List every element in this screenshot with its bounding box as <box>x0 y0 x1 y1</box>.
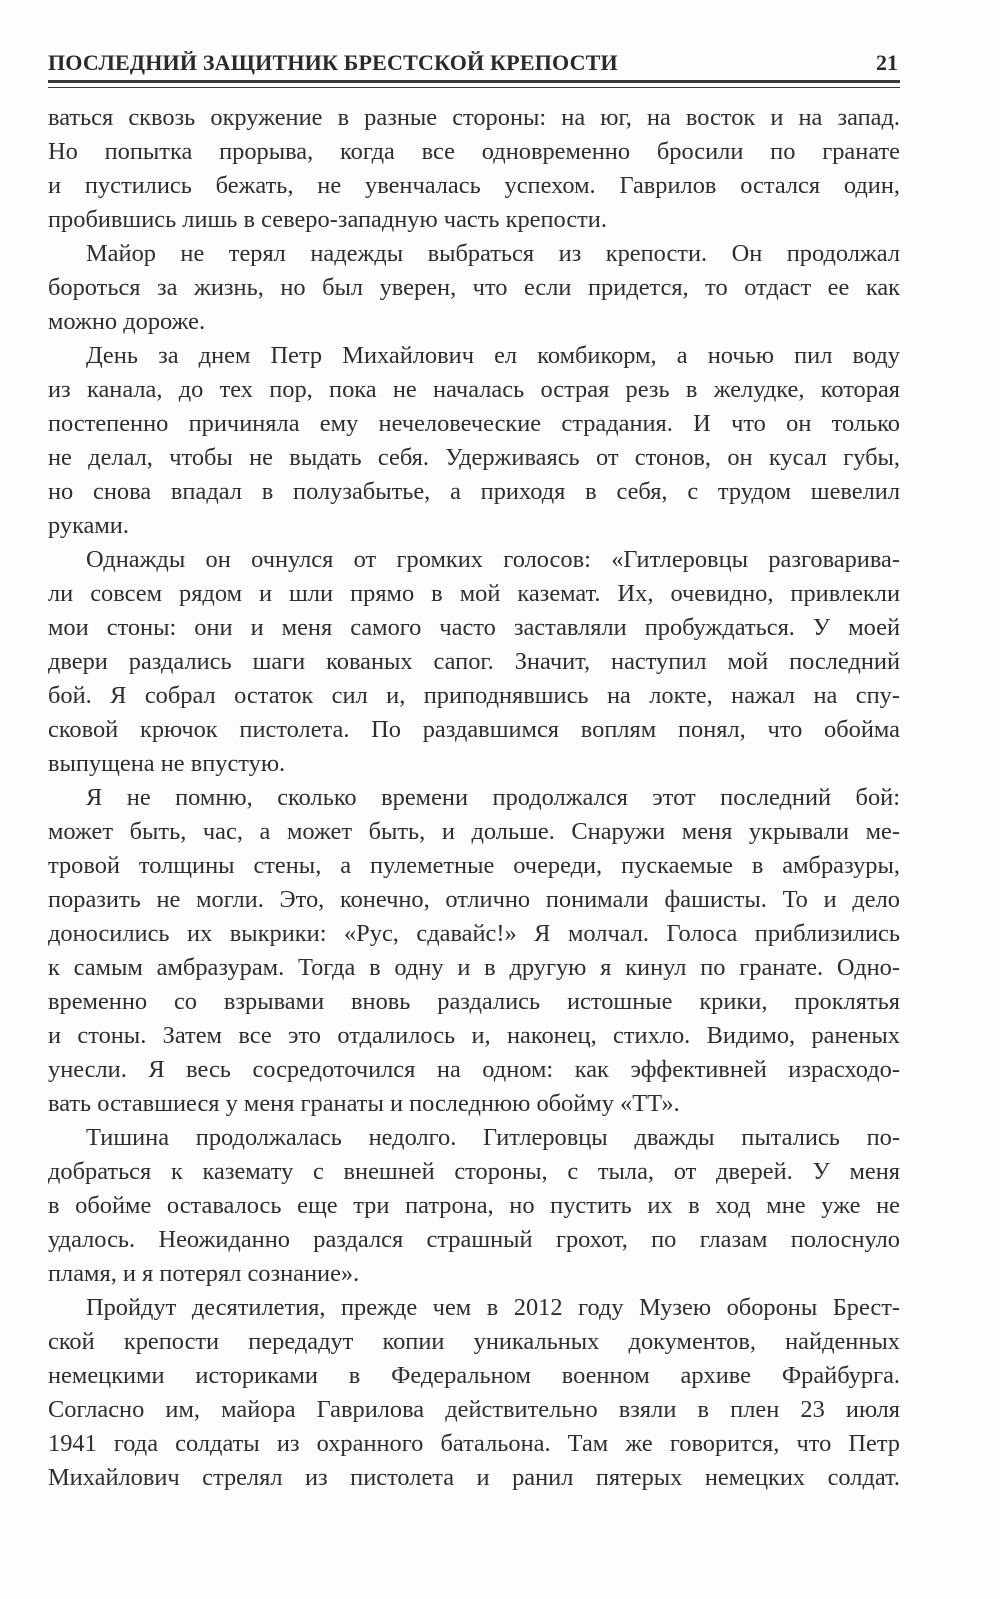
text-line: не делал, чтобы не выдать себя. Удерживаясь от стонов, он кусал губы, <box>48 444 900 471</box>
paragraph-4 <box>48 543 900 781</box>
text-line: вать оставшиеся у меня гранаты и последнюю обойму «ТТ». <box>48 1090 680 1117</box>
text-line: руками. <box>48 512 129 539</box>
paragraph-6 <box>48 1121 900 1291</box>
text-line: ваться сквозь окружение в разные стороны: на юг, на восток и на запад. <box>48 104 900 131</box>
text-line: в обойме оставалось еще три патрона, но пустить их в ход мне уже не <box>48 1192 900 1219</box>
page-number: 21 <box>876 50 898 75</box>
text-line: пробившись лишь в северо-западную часть крепости. <box>48 206 607 233</box>
text-line: двери раздались шаги кованых сапог. Значит, наступил мой последний <box>48 648 900 675</box>
text-line: сковой крючок пистолета. По раздавшимся воплям понял, что обойма <box>48 716 900 743</box>
text-line: удалось. Неожиданно раздался страшный грохот, по глазам полоснуло <box>48 1226 900 1253</box>
body-text <box>48 101 900 1495</box>
text-line: и стоны. Затем все это отдалилось и, наконец, стихло. Видимо, раненых <box>48 1022 900 1049</box>
text-line: добраться к каземату с внешней стороны, с тыла, от дверей. У меня <box>48 1158 900 1185</box>
paragraph-2 <box>48 237 900 339</box>
running-header-title: ПОСЛЕДНИЙ ЗАЩИТНИК БРЕСТСКОЙ КРЕПОСТИ <box>48 50 618 75</box>
paragraph-1 <box>48 101 900 237</box>
text-line: временно со взрывами вновь раздались истошные крики, проклятья <box>48 988 900 1015</box>
text-line: Но попытка прорыва, когда все одновременно бросили по гранате <box>48 138 900 165</box>
text-line: тровой толщины стены, а пулеметные очереди, пускаемые в амбразуры, <box>48 852 900 879</box>
text-line: и пустились бежать, не увенчалась успехом. Гаврилов остался один, <box>48 172 900 199</box>
paragraph-7 <box>48 1291 900 1495</box>
text-line: День за днем Петр Михайлович ел комбикорм, а ночью пил воду <box>86 342 900 369</box>
text-line: Пройдут десятилетия, прежде чем в 2012 году Музею обороны Брест- <box>86 1294 900 1321</box>
text-line: Михайлович стрелял из пистолета и ранил пятерых немецких солдат. <box>48 1464 900 1491</box>
text-line: немецкими историками в Федеральном военном архиве Фрайбурга. <box>48 1362 900 1389</box>
text-line: 1941 года солдаты из охранного батальона. Там же говорится, что Петр <box>48 1430 900 1457</box>
paragraph-5 <box>48 781 900 1121</box>
text-line: бой. Я собрал остаток сил и, приподнявшись на локте, нажал на спу- <box>48 682 900 709</box>
text-line: мои стоны: они и меня самого часто заставляли пробуждаться. У моей <box>48 614 900 641</box>
text-line: Тишина продолжалась недолго. Гитлеровцы дважды пытались по- <box>86 1124 900 1151</box>
text-line: Однажды он очнулся от громких голосов: «Гитлеровцы разговарива- <box>86 546 900 573</box>
text-line: из канала, до тех пор, пока не началась острая резь в желудке, которая <box>48 376 900 403</box>
text-line: выпущена не впустую. <box>48 750 286 777</box>
text-line: Я не помню, сколько времени продолжался этот последний бой: <box>86 784 900 811</box>
text-line: унесли. Я весь сосредоточился на одном: как эффективней израсходо- <box>48 1056 900 1083</box>
text-line: можно дороже. <box>48 308 206 335</box>
text-line: к самым амбразурам. Тогда в одну и в другую я кинул по гранате. Одно- <box>48 954 900 981</box>
text-line: бороться за жизнь, но был уверен, что если придется, то отдаст ее как <box>48 274 900 301</box>
text-line: Майор не терял надежды выбраться из крепости. Он продолжал <box>86 240 900 267</box>
text-line: но снова впадал в полузабытье, а приходя в себя, с трудом шевелил <box>48 478 900 505</box>
text-line: Согласно им, майора Гаврилова действительно взяли в плен 23 июля <box>48 1396 900 1423</box>
text-line: поразить не могли. Это, конечно, отлично понимали фашисты. То и дело <box>48 886 900 913</box>
text-line: постепенно причиняла ему нечеловеческие страдания. И что он только <box>48 410 900 437</box>
text-line: пламя, и я потерял сознание». <box>48 1260 360 1287</box>
text-line: может быть, час, а может быть, и дольше. Снаружи меня укрывали ме- <box>48 818 900 845</box>
header-rule-thick <box>48 80 900 83</box>
text-line: ской крепости передадут копии уникальных документов, найденных <box>48 1328 900 1355</box>
text-line: доносились их выкрики: «Рус, сдавайс!» Я молчал. Голоса приблизились <box>48 920 900 947</box>
paragraph-3 <box>48 339 900 543</box>
header-rule-thin <box>48 87 900 88</box>
text-line: ли совсем рядом и шли прямо в мой каземат. Их, очевидно, привлекли <box>48 580 900 607</box>
